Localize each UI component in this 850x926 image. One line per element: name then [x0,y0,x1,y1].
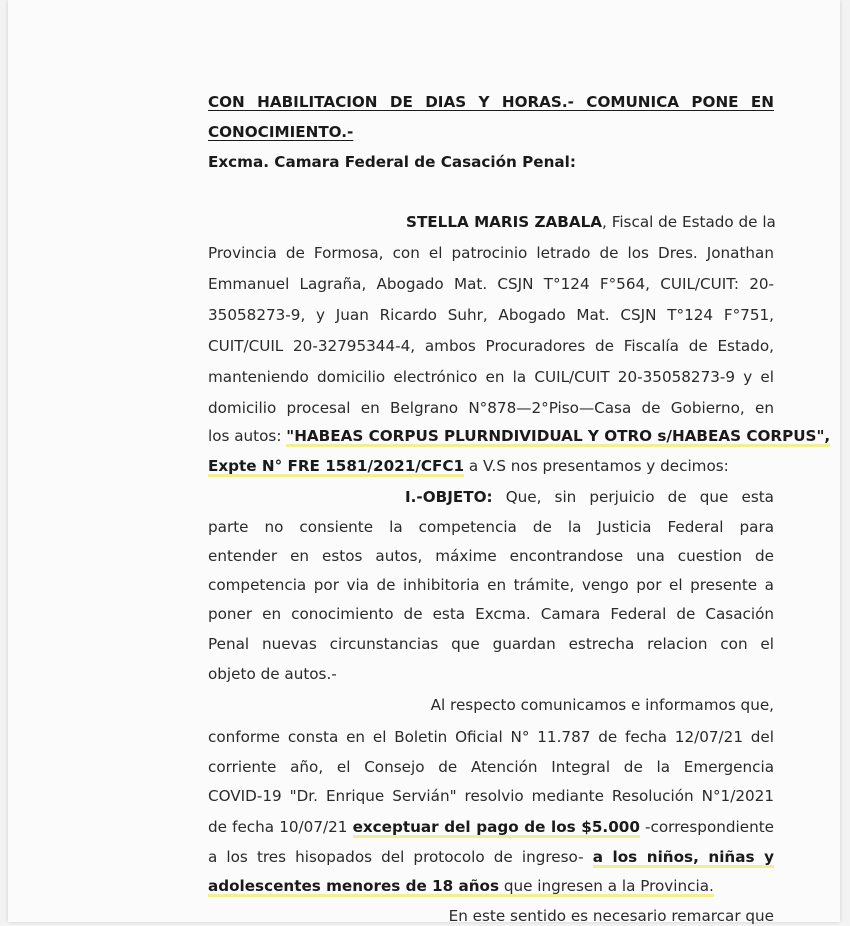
p1-line-3: Emmanuel Lagraña, Abogado Mat. CSJN T°124 F°564, CUIL/CUIT: 20- [208,275,774,293]
p3-line-4: COVID-19 "Dr. Enrique Servián" resolvio mediante Resolución N°1/2021 [208,787,774,805]
p1-line-5: CUIT/CUIL 20-32795344-4, ambos Procuradores de Fiscalía de Estado, [208,337,774,355]
p3-line-5: de fecha 10/07/21 exceptuar del pago de los $5.000 -correspondiente [208,818,774,836]
filer-name: STELLA MARIS ZABALA [406,213,603,231]
addressee: Excma. Camara Federal de Casación Penal: [208,153,576,171]
heading-line-2: CONOCIMIENTO.- [208,123,354,141]
p2-line-7: objeto de autos.- [208,665,337,683]
p1-line-4: 35058273-9, y Juan Ricardo Suhr, Abogado Mat. CSJN T°124 F°751, [208,306,774,324]
p1-line-7: domicilio procesal en Belgrano N°878—2°Piso—Casa de Gobierno, en [208,399,774,417]
p2-line-5: poner en conocimiento de esta Excma. Camara Federal de Casación [208,605,774,623]
p1-line-1: STELLA MARIS ZABALA, Fiscal de Estado de la [406,213,776,231]
document-page [8,0,840,925]
case-number: Expte N° FRE 1581/2021/CFC1 [208,457,465,475]
p2-line-3: entender en estos autos, máxime encontrandose una cuestion de [208,547,774,565]
exemption-highlight: exceptuar del pago de los $5.000 [352,818,640,836]
p3-line-3: corriente año, el Consejo de Atención Integral de la Emergencia [208,758,774,776]
p2-line-4: competencia por via de inhibitoria en trámite, vengo por el presente a [208,576,774,594]
p4-line-1: En este sentido es necesario remarcar que [448,907,774,925]
section-label: I.-OBJETO: [405,488,493,506]
p3-line-2: conforme consta en el Boletin Oficial N° 11.787 de fecha 12/07/21 del [208,728,774,746]
p2-line-1: I.-OBJETO: Que, sin perjuicio de que esta [405,488,774,506]
case-title: "HABEAS CORPUS PLURNDIVIDUAL Y OTRO s/HABEAS CORPUS", [286,427,831,445]
p3-line-7: adolescentes menores de 18 años que ingresen a la Provincia. [208,877,714,895]
p1-line-8: los autos: "HABEAS CORPUS PLURNDIVIDUAL Y OTRO s/HABEAS CORPUS", [208,427,831,445]
p1-line-9: Expte N° FRE 1581/2021/CFC1 a V.S nos presentamos y decimos: [208,457,729,475]
heading-line-1: CON HABILITACION DE DIAS Y HORAS.- COMUNICA PONE EN [208,93,774,111]
minors-highlight-1: a los niños, niñas y [592,848,774,866]
p2-line-6: Penal nuevas circunstancias que guardan estrecha relacion con el [208,635,774,653]
p1-line-6: manteniendo domicilio electrónico en la CUIL/CUIT 20-35058273-9 y el [208,368,774,386]
p1-line-2: Provincia de Formosa, con el patrocinio letrado de los Dres. Jonathan [208,244,774,262]
minors-highlight-2: adolescentes menores de 18 años [208,877,500,895]
p2-line-2: parte no consiente la competencia de la Justicia Federal para [208,518,774,536]
p3-line-6: a los tres hisopados del protocolo de ingreso- a los niños, niñas y [208,848,774,866]
p3-line-1: Al respecto comunicamos e informamos que, [430,696,774,714]
